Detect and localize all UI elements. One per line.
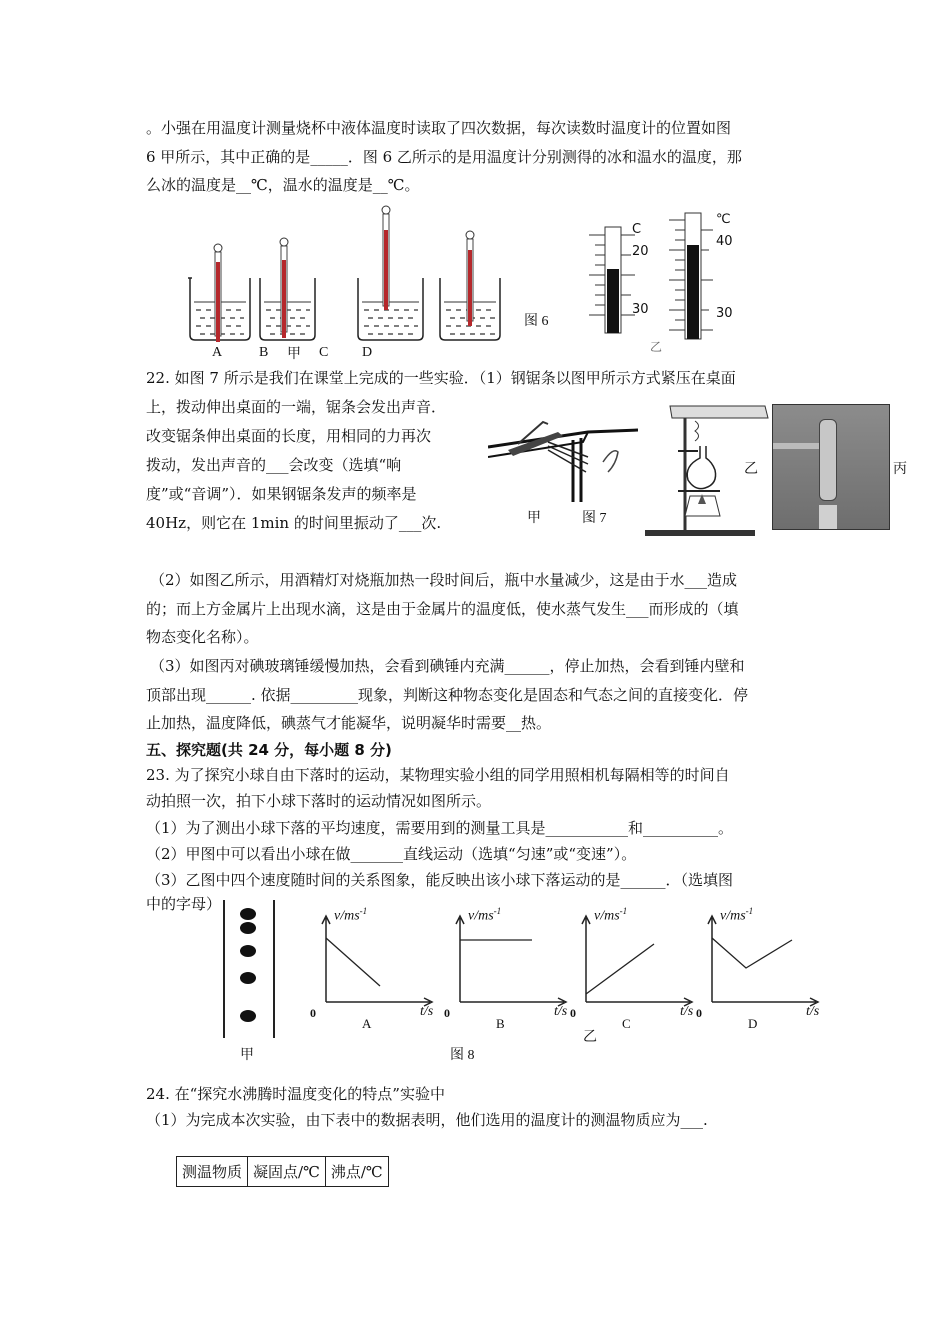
q23-sub-3-line-2: 中的字母） — [146, 895, 222, 913]
x-axis — [712, 998, 818, 1006]
q22-line-1: 22. 如图 7 所示是我们在课堂上完成的一些实验．（1）钢锯条以图甲所示方式紧压在桌面 — [146, 369, 736, 387]
y-axis-exponent: -1 — [493, 906, 502, 916]
x-axis-label: t/s — [420, 1004, 434, 1019]
y-axis-label: $v/ms^{-1}$ — [720, 906, 754, 924]
beaker-label-a: A — [212, 345, 223, 360]
x-axis-label: t/s — [806, 1004, 820, 1019]
figure-6-jia-label: 甲 — [287, 347, 301, 362]
q24-table-header-row — [177, 1157, 389, 1187]
y-axis-label: $v/ms^{-1}$ — [334, 906, 368, 924]
vt-graph-b — [444, 906, 578, 1038]
q24-table-header-cell: 测温物质 — [177, 1157, 248, 1187]
ice-thermometer — [589, 227, 635, 333]
iodine-hammer-handle — [773, 443, 819, 449]
therm1-top-value: 20 — [632, 244, 649, 259]
warm-water-thermometer — [669, 213, 713, 339]
q22-line-4: 拨动，发出声音的___会改变（选填“响 — [146, 456, 402, 474]
section-5-heading: 五、探究题(共 24 分，每小题 8 分) — [146, 741, 392, 759]
y-axis — [708, 916, 716, 1002]
q22-part2-line-1: （2）如图乙所示，用酒精灯对烧瓶加热一段时间后，瓶中水量减少，这是由于水___造成 — [150, 571, 738, 589]
figure-7-yi-label: 乙 — [744, 462, 758, 477]
q22-line-6: 40Hz，则它在 1min 的时间里振动了___次. — [146, 514, 442, 532]
origin-label: 0 — [310, 1006, 316, 1020]
figure-7-saw-blade — [488, 402, 638, 502]
vt-graph-c — [570, 906, 704, 1038]
beaker-label-c: C — [319, 345, 329, 360]
therm1-unit: C — [632, 222, 642, 237]
velocity-curve-d — [712, 938, 792, 968]
q22-part3-line-2: 顶部出现______. 依据_________现象，判断这种物态变化是固态和气态之间的直接变化．停 — [146, 686, 749, 704]
q22-part3-line-3: 止加热，温度降低，碘蒸气才能凝华，说明凝华时需要__热。 — [146, 714, 552, 732]
q22-part2-line-3: 物态变化名称）。 — [146, 628, 259, 646]
q23-sub-2: （2）甲图中可以看出小球在做_______直线运动（选填“匀速”或“变速”）。 — [146, 845, 637, 863]
heat-source — [819, 505, 837, 529]
q21-line-3: 么冰的温度是__℃，温水的温度是__℃。 — [146, 176, 420, 194]
graph-letter-c: C — [622, 1016, 631, 1031]
origin-label: 0 — [444, 1006, 450, 1020]
y-axis-label: $v/ms^{-1}$ — [468, 906, 502, 924]
thermometer-d — [466, 231, 474, 326]
ball-position-3 — [240, 945, 256, 957]
figure-8-caption: 图 8 — [450, 1048, 475, 1063]
y-axis — [322, 916, 330, 1002]
x-axis — [326, 998, 432, 1006]
iodine-hammer — [819, 419, 837, 501]
x-axis — [586, 998, 692, 1006]
x-axis-label: t/s — [680, 1004, 694, 1019]
graph-letter-d: D — [748, 1016, 758, 1031]
y-axis-exponent: -1 — [619, 906, 628, 916]
q23-line-2: 动拍照一次，拍下小球下落时的运动情况如图所示。 — [146, 792, 492, 810]
vt-graph-a — [310, 906, 444, 1038]
q24-table-header-cell: 凝固点/℃ — [248, 1157, 326, 1187]
beaker-label-b: B — [259, 345, 269, 360]
graph-letter-b: B — [496, 1016, 505, 1031]
q21-line-2: 6 甲所示，其中正确的是_____．图 6 乙所示的是用温度计分别测得的冰和温水的温度，那 — [146, 148, 742, 166]
vt-graph-axes — [578, 912, 704, 1012]
vt-graph-d — [696, 906, 830, 1038]
vt-graph-axes — [704, 912, 830, 1012]
y-axis-exponent: -1 — [745, 906, 754, 916]
x-axis-label: t/s — [554, 1004, 568, 1019]
therm2-bottom-value: 30 — [716, 306, 733, 321]
q22-line-5: 度”或“音调”）．如果钢锯条发声的频率是 — [146, 485, 417, 503]
q24-line-1: 24. 在“探究水沸腾时温度变化的特点”实验中 — [146, 1085, 445, 1103]
ball-position-5 — [240, 1010, 256, 1022]
q21-line-1: 。小强在用温度计测量烧杯中液体温度时读取了四次数据，每次读数时温度计的位置如图 — [146, 119, 732, 137]
figure-8-yi-label: 乙 — [583, 1030, 597, 1045]
q22-part2-line-2: 的；而上方金属片上出现水滴，这是由于金属片的温度低，使水蒸气发生___而形成的（填 — [146, 600, 739, 618]
ball-position-1 — [240, 908, 256, 920]
q23-sub-1: （1）为了测出小球下落的平均速度，需要用到的测量工具是___________和__________。 — [146, 819, 734, 837]
x-axis — [460, 998, 566, 1006]
velocity-curve-a — [326, 938, 380, 986]
thermometer-a — [214, 244, 222, 342]
q22-line-2: 上，拨动伸出桌面的一端，锯条会发出声音． — [146, 398, 447, 416]
figure-7-iodine-photo — [772, 404, 890, 530]
beaker-label-d: D — [362, 345, 373, 360]
q24-table — [176, 1156, 389, 1187]
figure-6-beakers — [180, 200, 520, 345]
q22-line-3: 改变锯条伸出桌面的长度，用相同的力再次 — [146, 427, 432, 445]
y-axis-exponent: -1 — [359, 906, 368, 916]
therm1-bottom-value: 30 — [632, 302, 649, 317]
thermometer-b — [280, 238, 288, 338]
therm2-unit: ℃ — [716, 212, 731, 227]
y-axis — [582, 916, 590, 1002]
beaker-c — [358, 278, 423, 340]
velocity-curve-c — [586, 944, 654, 994]
q24-line-2: （1）为完成本次实验，由下表中的数据表明，他们选用的温度计的测温物质应为___. — [146, 1111, 708, 1129]
q24-table-header-cell: 沸点/℃ — [325, 1157, 388, 1187]
therm2-top-value: 40 — [716, 234, 733, 249]
q23-line-1: 23. 为了探究小球自由下落时的运动，某物理实验小组的同学用照相机每隔相等的时间自 — [146, 766, 730, 784]
figure-6-yi-label: 乙 — [650, 340, 663, 354]
figure-8-jia-label: 甲 — [240, 1048, 254, 1063]
y-axis-label: $v/ms^{-1}$ — [594, 906, 628, 924]
origin-label: 0 — [696, 1006, 702, 1020]
y-axis — [456, 916, 464, 1002]
q22-part3-line-1: （3）如图丙对碘玻璃锤缓慢加热，会看到碘锤内充满______，停止加热，会看到锤内壁和 — [150, 657, 745, 675]
ball-position-4 — [240, 972, 256, 984]
thermometer-c — [382, 206, 390, 310]
figure-8-strobe-photo — [220, 898, 280, 1038]
q23-sub-3-line-1: （3）乙图中四个速度随时间的关系图象，能反映出该小球下落运动的是______．（选填图 — [146, 871, 734, 889]
vt-graph-axes — [452, 912, 578, 1012]
figure-7-bing-label: 丙 — [893, 462, 907, 477]
graph-letter-a: A — [362, 1016, 372, 1031]
ball-position-2 — [240, 922, 256, 934]
figure-6-caption: 图 6 — [524, 314, 549, 329]
origin-label: 0 — [570, 1006, 576, 1020]
figure-7-caption: 图 7 — [582, 511, 607, 526]
figure-7-jia-label: 甲 — [527, 511, 541, 526]
vt-graph-axes — [318, 912, 444, 1012]
